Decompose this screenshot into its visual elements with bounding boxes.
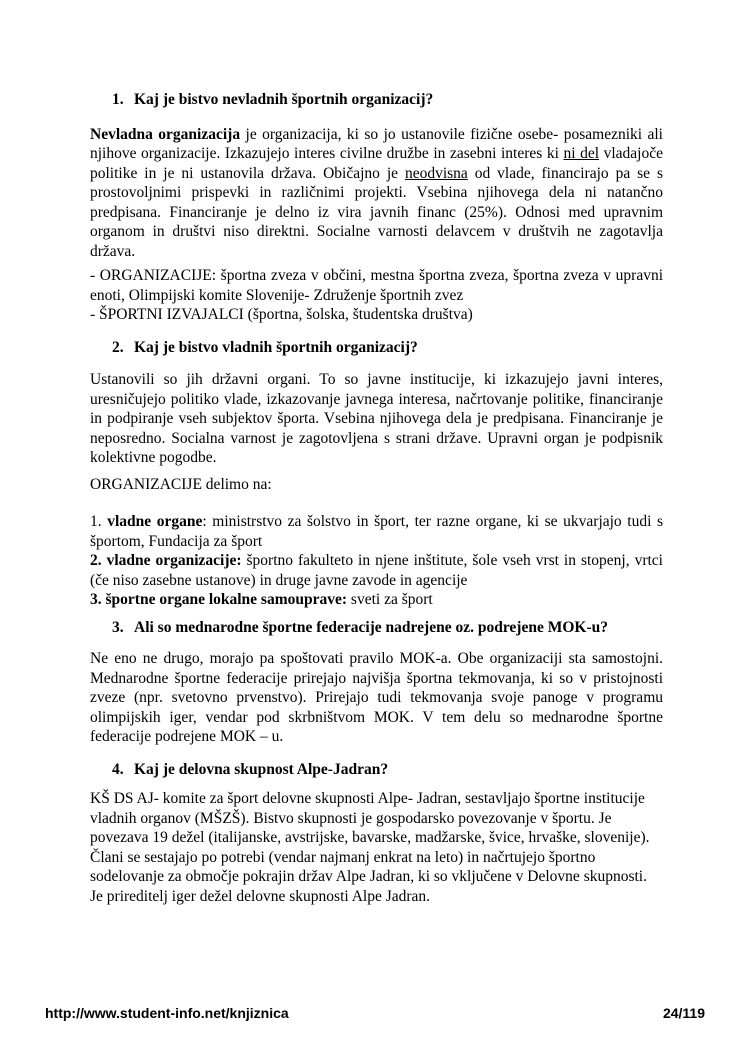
item-1-text: : ministrstvo za šolstvo in šport, ter razne organe, ki se ukvarjajo tudi s športom, Fundacija za šport <box>90 513 664 550</box>
heading-4-number: 4. <box>112 760 124 778</box>
paragraph-1-lead-bold: Nevladna organizacija <box>90 125 241 143</box>
page-content <box>90 90 663 906</box>
heading-2-title: Kaj je bistvo vladnih športnih organizacij? <box>134 338 418 356</box>
paragraph-1-text-b: vladajoče politike in je ni ustanovila država. Običajno je <box>90 145 663 182</box>
paragraph-alpe-jadran: KŠ DS AJ- komite za šport delovne skupnosti Alpe- Jadran, sestavljajo športne institucije vladnih organov (MŠZŠ). Bistvo skupnosti je gospodarsko povezovanje v športu. Je povezava 19 dežel (italijanske, avstrijske, bavarske, madžarske, švice, hrvaške, slovenije). Člani se sestajajo po potrebi (vendar najmanj enkrat na leto) in načrtujejo športno sodelovanje za območje pokrajin držav Alpe Jadran, ki so vključene v Delovne skupnosti. Je prireditelj iger dežel delovne skupnosti Alpe Jadran. <box>90 790 650 905</box>
numbered-item-3 <box>90 590 663 610</box>
organizacije-list-line-2: - ŠPORTNI IZVAJALCI (športna, šolska, študentska društva) <box>90 306 473 323</box>
paragraph-vladne-organizacije: Ustanovili so jih državni organi. To so javne institucije, ki izkazujejo javni interes, uresničujejo politiko vlade, izkazovanje javnega interesa, načrtovanje politike, financiranje in podpiranje vseh subjektov športa. Vsebina njihovega dela je predpisana. Financiranje je neposredno. Socialna varnost je zagotovljena s strani države. Upravni organ je podpisnik kolektivne pogodbe. <box>90 371 663 466</box>
item-2-text: športno fakulteto in njene inštitute, šole vseh vrst in stopenj, vrtci (če niso zasebne ustanove) in druge javne zavode in agencije <box>90 552 663 589</box>
heading-3-number: 3. <box>112 618 124 636</box>
numbered-item-2 <box>90 551 663 590</box>
heading-3 <box>90 618 663 638</box>
item-3-bold: 3. športne organe lokalne samouprave: <box>90 591 348 608</box>
paragraph-1-underline-neodvisna: neodvisna <box>404 164 468 182</box>
paragraph-1-text-c: od vlade, financirajo pa se s prostovoljnimi prispevki in različnimi projekti. Vsebina njihovega dela ni natančno predpisana. Financiranje je delno iz vira javnih financ (25%). Odnosi med upravnim organom in društvi niso direktni. Socialne varnosti delavcem v društvih ne zagotavlja država. <box>90 164 663 260</box>
heading-2 <box>90 338 663 358</box>
heading-2-number: 2. <box>112 338 124 356</box>
heading-1-number: 1. <box>112 91 124 108</box>
heading-1 <box>90 90 663 110</box>
heading-4-title: Kaj je delovna skupnost Alpe-Jadran? <box>134 760 389 778</box>
paragraph-mok-federacije: Ne eno ne drugo, morajo pa spoštovati pravilo MOK-a. Obe organizaciji sta samostojni. Mednarodne športne federacije prirejajo najvišja športna tekmovanja, ki so v pristojnosti zveze (npr. svetovno prvenstvo). Prirejajo tudi tekmovanja svoje panoge v programu olimpijskih iger, vendar pod skrbništvom MOK. V tem delu so mednarodne športne federacije podrejene MOK – u. <box>90 650 663 745</box>
organizacije-list-line-1: - ORGANIZACIJE: športna zveza v občini, mestna športna zveza, športna zveza v upravni enoti, Olimpijski komite Slovenije- Združenje športnih zvez <box>90 267 663 304</box>
paragraph-1-underline-ni-del: ni del <box>563 145 600 162</box>
item-3-text: sveti za šport <box>347 591 433 608</box>
heading-4 <box>90 760 663 780</box>
heading-3-title: Ali so mednarodne športne federacije nadrejene oz. podrejene MOK-u? <box>134 618 608 636</box>
item-1-bold: vladne organe <box>107 513 203 530</box>
heading-1-title: Kaj je bistvo nevladnih športnih organizacij? <box>134 91 434 108</box>
footer-url: http://www.student-info.net/knjiznica <box>45 1005 289 1021</box>
item-2-bold: 2. vladne organizacije: <box>90 552 242 569</box>
paragraph-1-text-a: je organizacija, ki so jo ustanovile fizične osebe- posamezniki ali njihove organizacije. Izkazujejo interes civilne družbe in zasebni interes ki <box>90 125 663 162</box>
footer-page-number: 24/119 <box>662 1005 705 1021</box>
numbered-item-1 <box>90 512 663 551</box>
paragraph-nevladna-organizacija <box>90 125 663 262</box>
organizacije-delimo-intro: ORGANIZACIJE delimo na: <box>90 475 272 493</box>
item-1-number: 1. <box>90 513 108 530</box>
